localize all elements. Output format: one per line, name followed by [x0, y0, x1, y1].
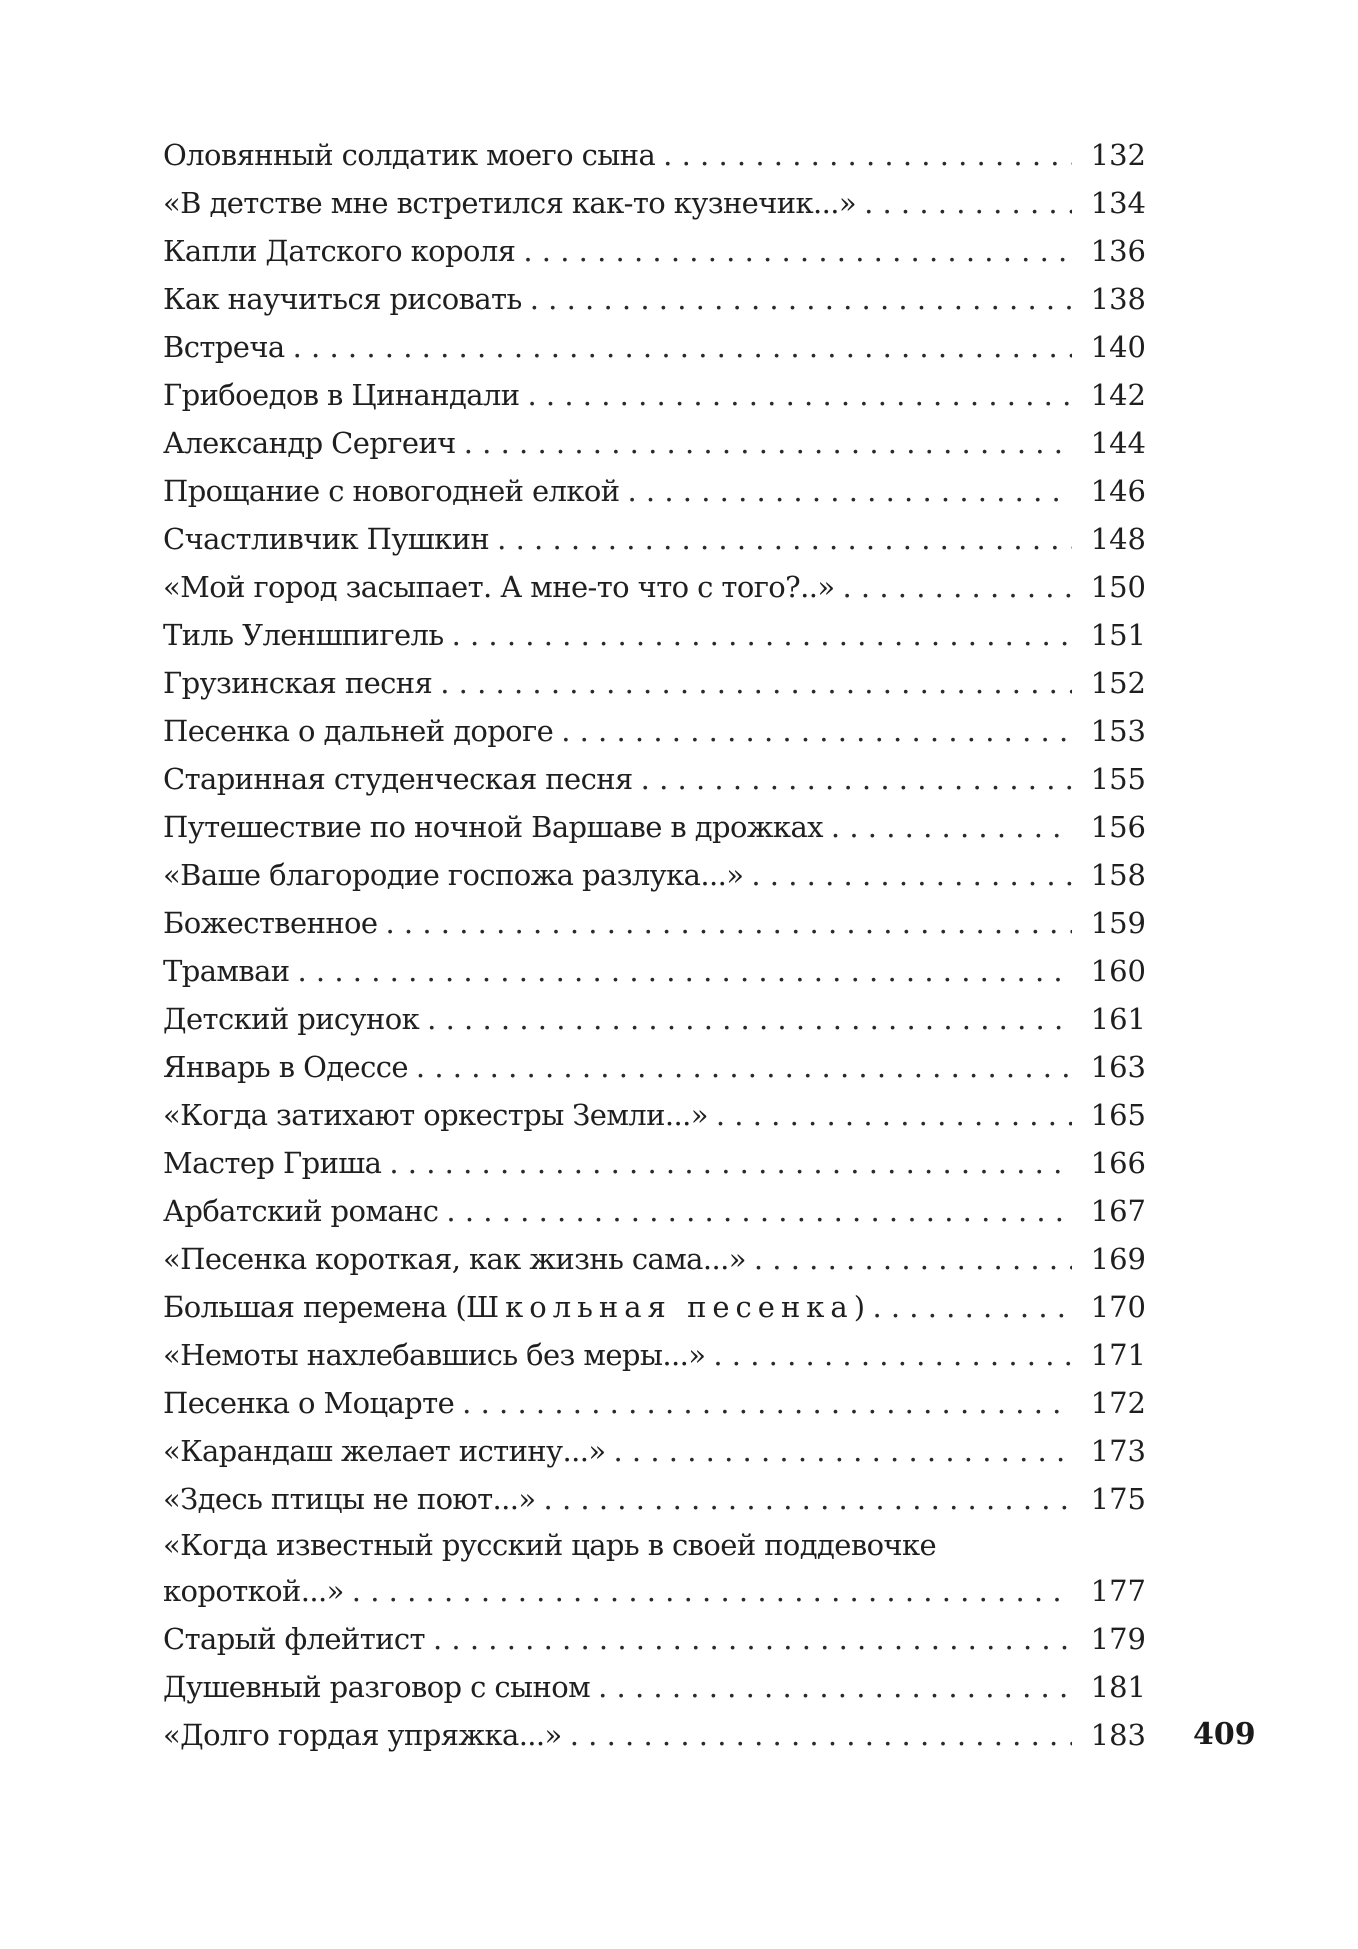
toc-entry[interactable] [163, 227, 1146, 275]
toc-entry-title: Песенка о дальней дороге [163, 714, 554, 748]
toc-entry-title: «Песенка короткая, как жизнь сама...» [163, 1242, 746, 1276]
toc-entry-title: «Немоты нахлебавшись без меры...» [163, 1338, 706, 1372]
toc-entry-title: «Долго гордая упряжка...» [163, 1718, 562, 1752]
toc-entry-page: 156 [1090, 810, 1146, 844]
dot-leader [831, 803, 1072, 851]
toc-entry-page: 172 [1090, 1386, 1146, 1420]
toc-entry-title: «Когда затихают оркестры Земли...» [163, 1098, 708, 1132]
toc-entry[interactable] [163, 707, 1146, 755]
toc-entry-page: 152 [1090, 666, 1146, 700]
toc-entry-title: «Здесь птицы не поют...» [163, 1482, 536, 1516]
toc-entry-title: Арбатский романс [163, 1194, 439, 1228]
toc-entry-title-continued: короткой...» [163, 1574, 344, 1608]
toc-entry-title: Капли Датского короля [163, 234, 516, 268]
toc-entry-page: 159 [1090, 906, 1146, 940]
toc-entry[interactable] [163, 371, 1146, 419]
toc-entry-title: Божественное [163, 906, 378, 940]
toc-entry-page: 146 [1090, 474, 1146, 508]
toc-entry[interactable] [163, 1711, 1146, 1759]
toc-entry-page: 158 [1090, 858, 1146, 892]
toc-entry-page: 183 [1090, 1718, 1146, 1752]
dot-leader [751, 851, 1072, 899]
toc-entry[interactable] [163, 275, 1146, 323]
toc-entry-title: Счастливчик Пушкин [163, 522, 490, 556]
toc-entry[interactable] [163, 323, 1146, 371]
toc-entry[interactable] [163, 419, 1146, 467]
toc-entry-page: 171 [1090, 1338, 1146, 1372]
toc-entry-title: Январь в Одессе [163, 1050, 408, 1084]
toc-entry-title [163, 1283, 864, 1331]
toc-entry-title: Прощание с новогодней елкой [163, 474, 620, 508]
toc-entry-page: 169 [1090, 1242, 1146, 1276]
toc-entry-title: Александр Сергеич [163, 426, 456, 460]
dot-leader [462, 1379, 1072, 1427]
toc-entry[interactable] [163, 1475, 1146, 1523]
dot-leader [527, 371, 1072, 419]
dot-leader [713, 1331, 1072, 1379]
toc-entry-page: 140 [1090, 330, 1146, 364]
toc-entry-page: 173 [1090, 1434, 1146, 1468]
toc-entry[interactable] [163, 803, 1146, 851]
toc-entry-title: Трамваи [163, 954, 290, 988]
dot-leader [298, 947, 1073, 995]
toc-entry-title: Оловянный солдатик моего сына [163, 138, 656, 172]
toc-entry[interactable] [163, 515, 1146, 563]
toc-entry[interactable] [163, 851, 1146, 899]
toc-entry-page: 165 [1090, 1098, 1146, 1132]
toc-entry-page: 151 [1090, 618, 1146, 652]
toc-entry-page: 181 [1090, 1670, 1146, 1704]
dot-leader [352, 1567, 1072, 1615]
toc-entry-page: 153 [1090, 714, 1146, 748]
toc-entry-title: «Карандаш желает истину...» [163, 1434, 606, 1468]
dot-leader [544, 1475, 1072, 1523]
toc-entry-title: «В детстве мне встретился как-то кузнечик...» [163, 186, 857, 220]
toc-entry-page: 179 [1090, 1622, 1146, 1656]
dot-leader [530, 275, 1072, 323]
dot-leader [452, 611, 1072, 659]
toc-entry-page: 144 [1090, 426, 1146, 460]
dot-leader [385, 899, 1072, 947]
dot-leader [561, 707, 1072, 755]
toc-entry[interactable] [163, 1523, 1146, 1615]
toc-entry[interactable] [163, 995, 1146, 1043]
toc-entry[interactable] [163, 563, 1146, 611]
toc-entry[interactable] [163, 611, 1146, 659]
toc-entry-title: Встреча [163, 330, 285, 364]
toc-entry[interactable] [163, 1091, 1146, 1139]
toc-entry-page: 142 [1090, 378, 1146, 412]
toc-entry-title: «Когда известный русский царь в своей поддевочке [163, 1528, 937, 1562]
dot-leader [641, 755, 1072, 803]
dot-leader [433, 1615, 1072, 1663]
toc-entry[interactable] [163, 1379, 1146, 1427]
toc-entry[interactable] [163, 179, 1146, 227]
toc-entry-title: «Ваше благородие госпожа разлука...» [163, 858, 744, 892]
toc-entry-title: Грибоедов в Цинандали [163, 378, 520, 412]
dot-leader [293, 323, 1072, 371]
toc-entry-page: 160 [1090, 954, 1146, 988]
dot-leader [872, 1283, 1072, 1331]
toc-entry-title: «Мой город засыпает. А мне-то что с того?..» [163, 570, 835, 604]
toc-entry-subtitle: Школьная песенка [466, 1290, 854, 1324]
toc-entry-page: 148 [1090, 522, 1146, 556]
toc-entry-page: 163 [1090, 1050, 1146, 1084]
toc-entry-title: Грузинская песня [163, 666, 433, 700]
dot-leader [842, 563, 1072, 611]
toc-entry-title: Как научиться рисовать [163, 282, 522, 316]
toc-entry[interactable] [163, 1663, 1146, 1711]
toc-entry[interactable] [163, 1615, 1146, 1663]
dot-leader [570, 1711, 1072, 1759]
toc-entry[interactable] [163, 899, 1146, 947]
toc-entry-title: Старый флейтист [163, 1622, 425, 1656]
toc-entry-title: Детский рисунок [163, 1002, 420, 1036]
page-number: 409 [1193, 1717, 1256, 1752]
dot-leader [663, 131, 1072, 179]
toc-entry-page: 134 [1090, 186, 1146, 220]
toc-entry-title: Путешествие по ночной Варшаве в дрожках [163, 810, 823, 844]
table-of-contents [163, 131, 1146, 1759]
toc-entry-page: 136 [1090, 234, 1146, 268]
toc-entry-page: 161 [1090, 1002, 1146, 1036]
dot-leader [864, 179, 1072, 227]
toc-entry[interactable] [163, 1235, 1146, 1283]
toc-entry-page: 132 [1090, 138, 1146, 172]
toc-entry-page: 138 [1090, 282, 1146, 316]
toc-entry[interactable] [163, 131, 1146, 179]
toc-entry-title: Песенка о Моцарте [163, 1386, 455, 1420]
toc-entry-page: 167 [1090, 1194, 1146, 1228]
toc-entry-page: 150 [1090, 570, 1146, 604]
dot-leader [754, 1235, 1072, 1283]
toc-entry[interactable] [163, 1283, 1146, 1331]
toc-entry[interactable] [163, 1187, 1146, 1235]
toc-entry[interactable] [163, 659, 1146, 707]
toc-entry[interactable] [163, 755, 1146, 803]
toc-entry[interactable] [163, 467, 1146, 515]
toc-entry[interactable] [163, 1427, 1146, 1475]
toc-entry-page: 155 [1090, 762, 1146, 796]
toc-entry-page: 166 [1090, 1146, 1146, 1180]
toc-entry-title-end: ) [853, 1290, 865, 1324]
toc-entry-page: 177 [1090, 1574, 1146, 1608]
toc-entry-title: Тиль Уленшпигель [163, 618, 444, 652]
toc-entry[interactable] [163, 1043, 1146, 1091]
dot-leader [716, 1091, 1072, 1139]
toc-entry-page: 175 [1090, 1482, 1146, 1516]
toc-entry-title: Мастер Гриша [163, 1146, 382, 1180]
dot-leader [627, 467, 1072, 515]
toc-entry[interactable] [163, 1331, 1146, 1379]
dot-leader [427, 995, 1072, 1043]
toc-entry-title-start: Большая перемена ( [163, 1290, 467, 1324]
dot-leader [416, 1043, 1072, 1091]
toc-entry[interactable] [163, 1139, 1146, 1187]
dot-leader [440, 659, 1072, 707]
dot-leader [446, 1187, 1072, 1235]
dot-leader [614, 1427, 1073, 1475]
dot-leader [497, 515, 1072, 563]
dot-leader [598, 1663, 1072, 1711]
toc-entry-title: Старинная студенческая песня [163, 762, 633, 796]
toc-entry[interactable] [163, 947, 1146, 995]
dot-leader [523, 227, 1072, 275]
dot-leader [464, 419, 1072, 467]
toc-entry-page: 170 [1090, 1290, 1146, 1324]
dot-leader [389, 1139, 1072, 1187]
toc-entry-title: Душевный разговор с сыном [163, 1670, 591, 1704]
